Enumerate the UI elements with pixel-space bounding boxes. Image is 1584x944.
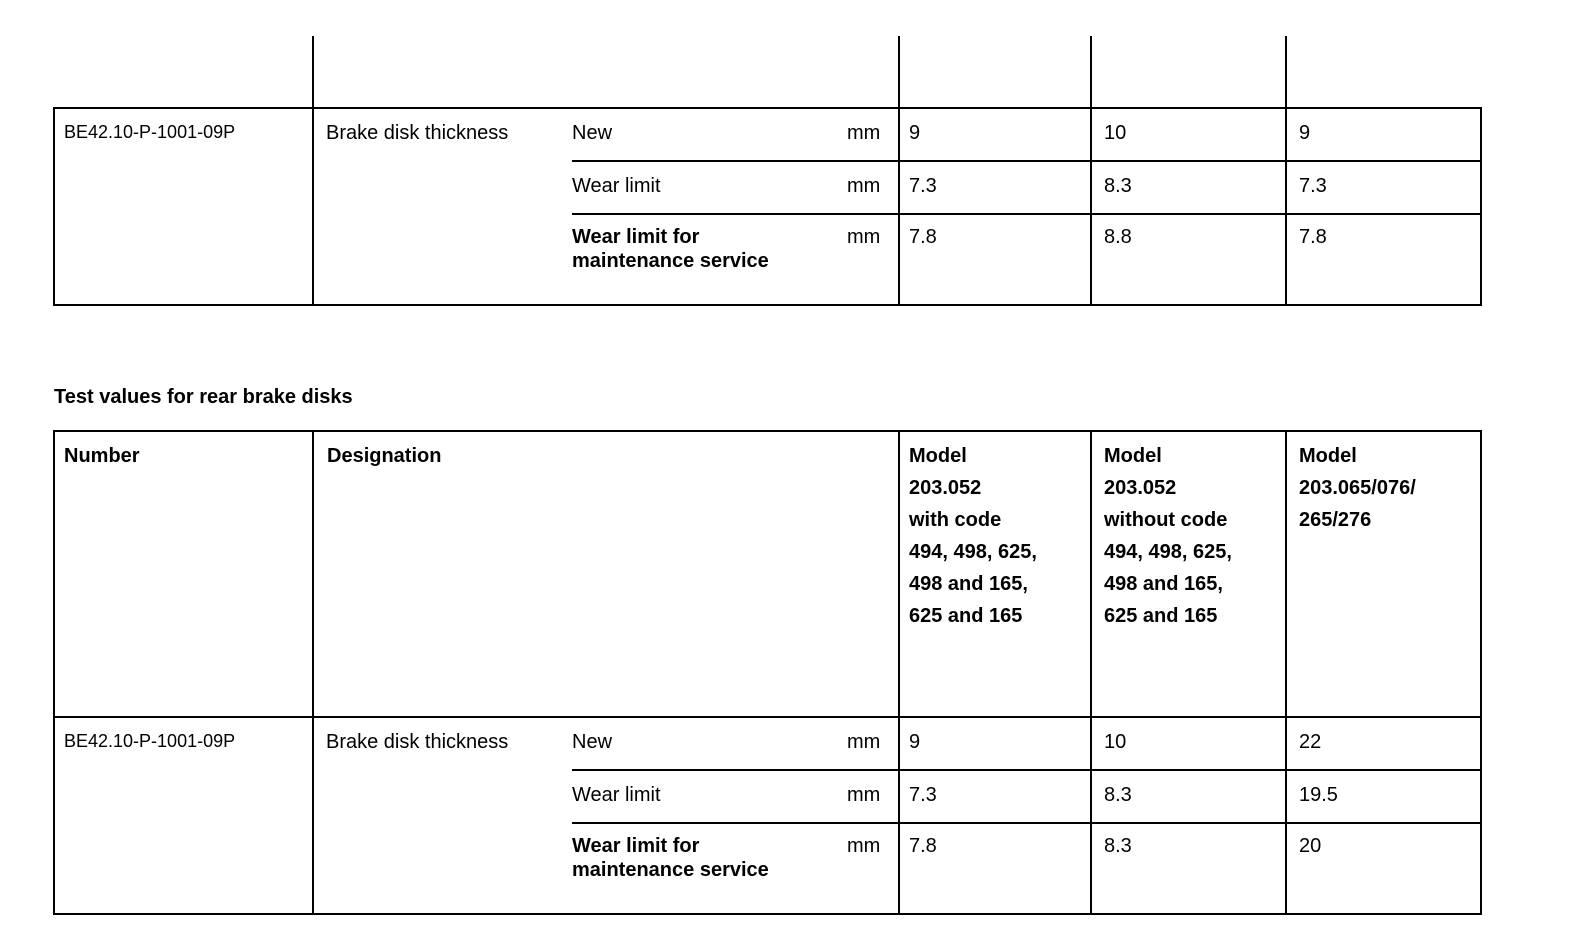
rear-table-subrow-divider — [572, 769, 1482, 771]
rear-subrow-unit: mm — [847, 835, 881, 857]
rear-subrow-unit: mm — [847, 731, 881, 753]
rear-subrow-label: New — [572, 731, 613, 753]
rear-table-col-divider — [898, 430, 900, 915]
header-model-1-line: 498 and 165, — [909, 573, 1028, 595]
rear-cell-value: 10 — [1104, 731, 1127, 753]
top-cell-value: 9 — [909, 122, 921, 144]
header-model-2-line: 625 and 165 — [1104, 605, 1218, 627]
rear-cell-value: 8.3 — [1104, 835, 1132, 857]
rear-table-right-border — [1480, 430, 1482, 915]
rear-row-number: BE42.10-P-1001-09P — [64, 731, 236, 751]
rear-cell-value: 8.3 — [1104, 784, 1132, 806]
rear-cell-value: 20 — [1299, 835, 1322, 857]
rear-table-bottom-border — [53, 913, 1482, 915]
rear-table-col-divider — [1285, 430, 1287, 915]
rear-cell-value: 9 — [909, 731, 921, 753]
top-table-col-divider — [898, 36, 900, 306]
top-subrow-label: New — [572, 122, 613, 144]
top-cell-value: 7.3 — [909, 175, 937, 197]
top-cell-value: 7.8 — [1299, 226, 1327, 248]
top-cell-value: 10 — [1104, 122, 1127, 144]
header-model-1-line: with code — [909, 509, 1002, 531]
rear-subrow-label-line2: maintenance service — [572, 859, 769, 881]
top-table-right-border — [1480, 107, 1482, 306]
top-cell-value: 8.3 — [1104, 175, 1132, 197]
header-designation: Designation — [327, 445, 442, 467]
rear-subrow-label: Wear limit — [572, 784, 661, 806]
header-model-3-line: Model — [1299, 445, 1357, 467]
top-cell-value: 9 — [1299, 122, 1311, 144]
header-model-2-line: 203.052 — [1104, 477, 1177, 499]
top-table-bottom-border — [53, 304, 1482, 306]
header-number: Number — [64, 445, 140, 467]
header-model-1-line: 494, 498, 625, — [909, 541, 1037, 563]
top-table-subrow-divider — [572, 160, 1482, 162]
header-model-1-line: 625 and 165 — [909, 605, 1023, 627]
rear-table-subrow-divider — [572, 822, 1482, 824]
rear-row-designation: Brake disk thickness — [326, 731, 509, 753]
rear-cell-value: 19.5 — [1299, 784, 1338, 806]
rear-subrow-label-line1: Wear limit for — [572, 835, 700, 857]
rear-table-col-divider — [312, 430, 314, 915]
top-cell-value: 7.8 — [909, 226, 937, 248]
section-title: Test values for rear brake disks — [54, 386, 353, 408]
rear-table-header-divider — [53, 716, 1482, 718]
header-model-2-line: 498 and 165, — [1104, 573, 1223, 595]
top-table-left-border — [53, 107, 55, 306]
header-model-3-line: 265/276 — [1299, 509, 1372, 531]
top-subrow-label-line2: maintenance service — [572, 250, 769, 272]
top-subrow-label: Wear limit — [572, 175, 661, 197]
header-model-2-line: without code — [1104, 509, 1228, 531]
top-table-col-divider — [1285, 36, 1287, 306]
top-subrow-unit: mm — [847, 226, 881, 248]
rear-table-col-divider — [1090, 430, 1092, 915]
top-table-col-divider — [312, 36, 314, 306]
top-row-designation: Brake disk thickness — [326, 122, 509, 144]
top-subrow-unit: mm — [847, 175, 881, 197]
top-row-number: BE42.10-P-1001-09P — [64, 122, 236, 142]
top-subrow-label-line1: Wear limit for — [572, 226, 700, 248]
rear-cell-value: 7.8 — [909, 835, 937, 857]
top-table-col-divider — [1090, 36, 1092, 306]
header-model-1-line: Model — [909, 445, 967, 467]
header-model-2-line: 494, 498, 625, — [1104, 541, 1232, 563]
top-table-row-divider — [53, 107, 1482, 109]
header-model-3-line: 203.065/076/ — [1299, 477, 1416, 499]
rear-subrow-unit: mm — [847, 784, 881, 806]
rear-cell-value: 22 — [1299, 731, 1322, 753]
rear-cell-value: 7.3 — [909, 784, 937, 806]
rear-table-left-border — [53, 430, 55, 915]
top-cell-value: 8.8 — [1104, 226, 1132, 248]
rear-table-top-border — [53, 430, 1482, 432]
top-cell-value: 7.3 — [1299, 175, 1327, 197]
top-table-subrow-divider — [572, 213, 1482, 215]
header-model-1-line: 203.052 — [909, 477, 982, 499]
header-model-2-line: Model — [1104, 445, 1162, 467]
top-subrow-unit: mm — [847, 122, 881, 144]
